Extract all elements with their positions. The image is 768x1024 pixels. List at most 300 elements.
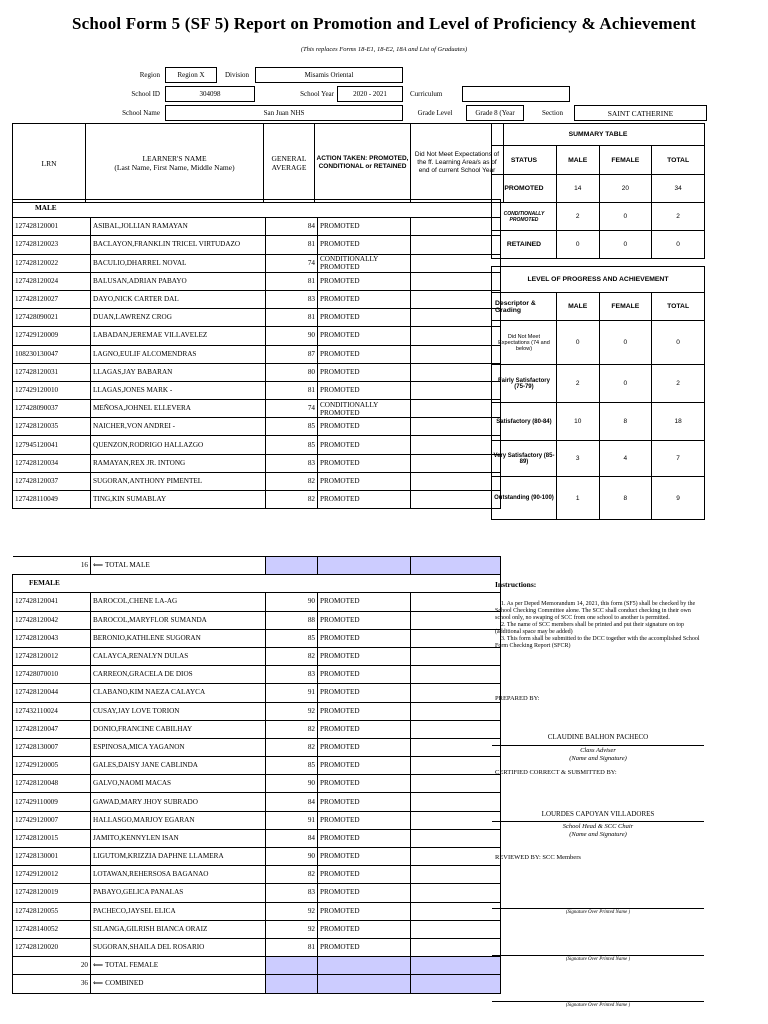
learner-average: 81 (266, 272, 318, 290)
learner-average: 80 (266, 363, 318, 381)
learner-action: PROMOTED (318, 720, 411, 738)
learner-lrn: 127428110049 (13, 491, 91, 509)
learner-row (13, 757, 501, 775)
summary-female: 0 (599, 203, 652, 231)
learner-average: 82 (266, 647, 318, 665)
page-title: School Form 5 (SF 5) Report on Promotion and Level of Proficiency & Achievement (71, 14, 697, 33)
learner-average: 84 (266, 218, 318, 236)
grade-level-value: Grade 8 (Year (466, 105, 524, 121)
learner-action: PROMOTED (318, 309, 411, 327)
total-female-dnm (411, 957, 501, 975)
learner-dnm (411, 254, 501, 272)
learner-average: 85 (266, 418, 318, 436)
progress-female: 0 (599, 321, 652, 365)
total-male-label: TOTAL MALE (104, 561, 150, 570)
section-label: Section (542, 109, 563, 117)
learner-action: PROMOTED (318, 902, 411, 920)
summary-male: 2 (556, 203, 599, 231)
learner-action: PROMOTED (318, 345, 411, 363)
learner-average: 83 (266, 666, 318, 684)
learner-dnm (411, 666, 501, 684)
learner-lrn: 127428120019 (13, 884, 91, 902)
learner-row (13, 920, 501, 938)
learner-row (13, 272, 501, 290)
instruction-item: 1. As per Deped Memorandum 14, 2021, this form (SF5) shall be checked by the School Checking Committee alone. The SCC shall conduct checking in their own school only, no swaping of SCC from one school to another is permitted. (495, 601, 696, 621)
adviser-title: Class Adviser (580, 747, 616, 754)
learner-lrn: 127428120041 (13, 593, 91, 611)
certified-label: CERTIFIED CORRECT & SUBMITTED BY: (495, 769, 617, 776)
summary-total: 2 (652, 203, 705, 231)
learner-row (13, 400, 501, 418)
dnm-header: Did Not Meet Expectations of the ff. Learning Area/s as of end of current School Year (411, 124, 504, 203)
learner-action: PROMOTED (318, 866, 411, 884)
learner-name: PACHECO,JAYSEL ELICA (91, 902, 266, 920)
learner-row (13, 793, 501, 811)
learner-dnm (411, 381, 501, 399)
page-subtitle: (This replaces Forms 18-E1, 18-E2, 18A and List of Graduates) (300, 46, 468, 53)
learner-average: 90 (266, 327, 318, 345)
lrn-header: LRN (13, 124, 86, 203)
learner-lrn: 127428070010 (13, 666, 91, 684)
learner-average: 83 (266, 454, 318, 472)
scc-line (492, 955, 704, 956)
scc-line (492, 908, 704, 909)
learner-lrn: 127429120005 (13, 757, 91, 775)
learner-row (13, 811, 501, 829)
summary-status: RETAINED (492, 231, 557, 259)
learner-name: GALES,DAISY JANE CABLINDA (91, 757, 266, 775)
learner-row (13, 491, 501, 509)
combined-label: COMBINED (105, 979, 144, 988)
prepared-by-label: PREPARED BY: (495, 695, 540, 702)
name-header (86, 124, 264, 203)
head-line (492, 821, 704, 822)
learner-name: CUSAY,JAY LOVE TORION (91, 702, 266, 720)
summary-male: 0 (556, 231, 599, 259)
learner-lrn: 127428120034 (13, 454, 91, 472)
progress-header-male: MALE (556, 293, 599, 321)
total-female-avg (266, 957, 318, 975)
learner-action: PROMOTED (318, 218, 411, 236)
learner-lrn: 127429120009 (13, 327, 91, 345)
learner-dnm (411, 720, 501, 738)
total-female-cell: ⟸ TOTAL FEMALE (91, 957, 266, 975)
learner-name: NAICHER,VON ANDREI - (91, 418, 266, 436)
learner-lrn: 127428130001 (13, 848, 91, 866)
learner-action: PROMOTED (318, 647, 411, 665)
total-male-cell: ⟸ TOTAL MALE (91, 557, 266, 575)
learner-row (13, 720, 501, 738)
combined-cell: ⟸ COMBINED (91, 975, 266, 993)
head-title: School Head & SCC Chair (562, 823, 634, 830)
learner-name: RAMAYAN,REX JR. INTONG (91, 454, 266, 472)
curriculum-label: Curriculum (410, 90, 443, 98)
male-label-row (13, 200, 501, 218)
learner-action: CONDITIONALLY PROMOTED (318, 400, 411, 418)
learner-row (13, 938, 501, 956)
learner-row (13, 436, 501, 454)
learner-row (13, 218, 501, 236)
summary-header-status: STATUS (492, 146, 557, 175)
learner-action: PROMOTED (318, 418, 411, 436)
scc-line (492, 1001, 704, 1002)
learner-row (13, 647, 501, 665)
learner-name: LLAGAS,JAY BABARAN (91, 363, 266, 381)
avg-header: GENERAL AVERAGE (264, 124, 315, 203)
female-label: FEMALE (13, 575, 501, 593)
name-header-sub: (Last Name, First Name, Middle Name) (114, 163, 235, 172)
learner-average: 91 (266, 684, 318, 702)
grade-level-label: Grade Level (417, 109, 453, 117)
learner-name: LAGNO,EULIF ALCOMENDRAS (91, 345, 266, 363)
reviewed-label: REVIEWED BY: SCC Members (495, 854, 581, 861)
learner-row (13, 902, 501, 920)
learner-name: BALUSAN,ADRIAN PABAYO (91, 272, 266, 290)
adviser-name: CLAUDINE BALHON PACHECO (547, 733, 649, 741)
learner-lrn: 127428120027 (13, 290, 91, 308)
learner-name: SILANGA,GILRISH BIANCA ORAIZ (91, 920, 266, 938)
adviser-line (492, 745, 704, 746)
name-header-text: LEARNER'S NAME (142, 154, 207, 163)
division-label: Division (224, 71, 250, 79)
learner-action: PROMOTED (318, 884, 411, 902)
learner-name: SUGORAN,ANTHONY PIMENTEL (91, 472, 266, 490)
male-label: MALE (13, 200, 501, 218)
learner-average: 90 (266, 593, 318, 611)
learner-average: 85 (266, 436, 318, 454)
learner-lrn: 127429120012 (13, 866, 91, 884)
learner-lrn: 127428090021 (13, 309, 91, 327)
progress-total: 9 (652, 477, 705, 520)
learner-name: HALLASGO,MARJOY EGARAN (91, 811, 266, 829)
learner-dnm (411, 738, 501, 756)
learner-dnm (411, 327, 501, 345)
learner-average: 84 (266, 793, 318, 811)
scc-caption: (Signature Over Printed Name ) (565, 957, 631, 962)
learner-dnm (411, 345, 501, 363)
learner-row (13, 472, 501, 490)
learner-action: PROMOTED (318, 272, 411, 290)
progress-desc: Did Not Meet Expectations (74 and below) (492, 321, 557, 365)
summary-female: 20 (599, 175, 652, 203)
learner-action: PROMOTED (318, 793, 411, 811)
learner-dnm (411, 938, 501, 956)
learner-lrn: 127428120012 (13, 647, 91, 665)
progress-male: 10 (556, 403, 599, 441)
learner-row (13, 363, 501, 381)
learner-action: PROMOTED (318, 491, 411, 509)
learner-row (13, 236, 501, 254)
learner-action: PROMOTED (318, 436, 411, 454)
learner-name: SUGORAN,SHAILA DEL ROSARIO (91, 938, 266, 956)
learner-name: DONIO,FRANCINE CABILHAY (91, 720, 266, 738)
progress-desc: Very Satisfactory (85-89) (492, 441, 557, 477)
progress-header-desc: Descriptor & Grading (492, 293, 557, 321)
female-label-row (13, 575, 501, 593)
learner-row (13, 381, 501, 399)
learner-lrn: 127428120048 (13, 775, 91, 793)
progress-total: 0 (652, 321, 705, 365)
scc-caption: (Signature Over Printed Name ) (565, 910, 631, 915)
school-name-label: School Name (122, 109, 160, 117)
action-header: ACTION TAKEN: PROMOTED, CONDITIONAL or RETAINED (315, 124, 411, 203)
learner-average: 82 (266, 866, 318, 884)
learner-name: BAROCOL,MARYFLOR SUMANDA (91, 611, 266, 629)
summary-header-total: TOTAL (652, 146, 705, 175)
head-caption: (Name and Signature) (569, 831, 627, 838)
progress-total: 2 (652, 365, 705, 403)
learner-name: TING,KIN SUMABLAY (91, 491, 266, 509)
learner-average: 92 (266, 702, 318, 720)
learner-name: CALAYCA,RENALYN DULAS (91, 647, 266, 665)
learner-dnm (411, 866, 501, 884)
learner-name: LABADAN,JEREMAE VILLAVELEZ (91, 327, 266, 345)
learner-name: BACLAYON,FRANKLIN TRICEL VIRTUDAZO (91, 236, 266, 254)
learner-dnm (411, 418, 501, 436)
learner-lrn: 127428120042 (13, 611, 91, 629)
combined-row (13, 975, 501, 993)
summary-table (491, 123, 705, 259)
progress-header-total: TOTAL (652, 293, 705, 321)
summary-female: 0 (599, 231, 652, 259)
instructions-list (495, 601, 705, 650)
learner-dnm (411, 611, 501, 629)
learner-dnm (411, 884, 501, 902)
learner-lrn: 127429110009 (13, 793, 91, 811)
total-female-count: 20 (13, 957, 91, 975)
learner-average: 74 (266, 400, 318, 418)
total-female-label: TOTAL FEMALE (104, 961, 159, 970)
progress-total: 18 (652, 403, 705, 441)
progress-male: 2 (556, 365, 599, 403)
learner-lrn: 127428120024 (13, 272, 91, 290)
summary-total: 0 (652, 231, 705, 259)
total-female-row (13, 957, 501, 975)
progress-male: 3 (556, 441, 599, 477)
learner-action: PROMOTED (318, 702, 411, 720)
learner-action: PROMOTED (318, 848, 411, 866)
learner-dnm (411, 593, 501, 611)
learner-action: PROMOTED (318, 666, 411, 684)
head-name: LOURDES CAPOYAN VILLADORES (541, 810, 655, 818)
learner-row (13, 290, 501, 308)
learner-dnm (411, 848, 501, 866)
progress-female: 8 (599, 477, 652, 520)
learner-dnm (411, 920, 501, 938)
scc-caption: (Signature Over Printed Name ) (565, 1003, 631, 1008)
learner-action: PROMOTED (318, 775, 411, 793)
learner-name: JAMITO,KENNYLEN ISAN (91, 829, 266, 847)
learner-name: GAWAD,MARY JHOY SUBRADO (91, 793, 266, 811)
summary-status: PROMOTED (492, 175, 557, 203)
male-table (12, 199, 501, 509)
school-year-value: 2020 - 2021 (337, 86, 403, 102)
learner-action: PROMOTED (318, 363, 411, 381)
instruction-item: 2. The name of SCC members shall be printed and put their signature on top (additional space may be added) (495, 622, 685, 635)
combined-action (318, 975, 411, 993)
total-male-action (318, 557, 411, 575)
learner-average: 83 (266, 290, 318, 308)
combined-avg (266, 975, 318, 993)
learner-table-header (12, 123, 504, 203)
combined-count: 36 (13, 975, 91, 993)
learner-average: 92 (266, 902, 318, 920)
learner-action: PROMOTED (318, 381, 411, 399)
learner-dnm (411, 647, 501, 665)
learner-dnm (411, 454, 501, 472)
learner-lrn: 127429120007 (13, 811, 91, 829)
progress-title: LEVEL OF PROGRESS AND ACHIEVEMENT (492, 267, 705, 293)
total-female-action (318, 957, 411, 975)
summary-header-male: MALE (556, 146, 599, 175)
learner-lrn: 127428120023 (13, 236, 91, 254)
learner-lrn: 127428090037 (13, 400, 91, 418)
learner-name: CLABANO,KIM NAEZA CALAYCA (91, 684, 266, 702)
learner-dnm (411, 702, 501, 720)
learner-dnm (411, 902, 501, 920)
learner-name: DAYO,NICK CARTER DAL (91, 290, 266, 308)
learner-row (13, 775, 501, 793)
learner-row (13, 666, 501, 684)
total-male-row (13, 557, 501, 575)
learner-row (13, 418, 501, 436)
progress-desc: Satisfactory (80-84) (492, 403, 557, 441)
learner-dnm (411, 775, 501, 793)
learner-lrn: 127428120043 (13, 629, 91, 647)
learner-action: PROMOTED (318, 757, 411, 775)
learner-row (13, 738, 501, 756)
learner-row (13, 254, 501, 272)
instruction-item: 3. This form shall be submitted to the DCC together with the accomplished School Form Checking Report (SFCR) (495, 636, 700, 649)
progress-desc: Fairly Satisfactory (75-79) (492, 365, 557, 403)
learner-lrn: 127428120047 (13, 720, 91, 738)
total-male-dnm (411, 557, 501, 575)
learner-row (13, 611, 501, 629)
learner-name: LOTAWAN,REHERSOSA BAGANAO (91, 866, 266, 884)
learner-name: BERONIO,KATHLENE SUGORAN (91, 629, 266, 647)
learner-action: PROMOTED (318, 290, 411, 308)
curriculum-value (462, 86, 570, 102)
learner-dnm (411, 272, 501, 290)
learner-dnm (411, 309, 501, 327)
learner-lrn: 127428120022 (13, 254, 91, 272)
learner-dnm (411, 290, 501, 308)
learner-lrn: 127429120010 (13, 381, 91, 399)
learner-average: 88 (266, 611, 318, 629)
learner-dnm (411, 757, 501, 775)
learner-action: PROMOTED (318, 611, 411, 629)
progress-table (491, 266, 705, 520)
learner-name: LIGUTOM,KRIZZIA DAPHNE LLAMERA (91, 848, 266, 866)
learner-dnm (411, 811, 501, 829)
learner-name: DUAN,LAWRENZ CROG (91, 309, 266, 327)
summary-header-female: FEMALE (599, 146, 652, 175)
learner-row (13, 684, 501, 702)
total-male-count: 16 (13, 557, 91, 575)
learner-name: LLAGAS,JONES MARK - (91, 381, 266, 399)
learner-action: PROMOTED (318, 236, 411, 254)
learner-name: CARREON,GRACELA DE DIOS (91, 666, 266, 684)
female-table (12, 556, 501, 994)
progress-female: 4 (599, 441, 652, 477)
learner-name: GALVO,NAOMI MACAS (91, 775, 266, 793)
learner-action: PROMOTED (318, 738, 411, 756)
learner-lrn: 127428130007 (13, 738, 91, 756)
summary-title: SUMMARY TABLE (492, 124, 705, 146)
learner-row (13, 327, 501, 345)
progress-female: 0 (599, 365, 652, 403)
school-id-label: School ID (131, 90, 160, 98)
learner-average: 90 (266, 848, 318, 866)
learner-average: 92 (266, 920, 318, 938)
learner-dnm (411, 629, 501, 647)
learner-action: PROMOTED (318, 811, 411, 829)
learner-name: PABAYO,GELICA PANALAS (91, 884, 266, 902)
learner-dnm (411, 400, 501, 418)
learner-action: PROMOTED (318, 920, 411, 938)
learner-action: PROMOTED (318, 829, 411, 847)
learner-dnm (411, 218, 501, 236)
learner-average: 82 (266, 472, 318, 490)
learner-row (13, 454, 501, 472)
learner-row (13, 309, 501, 327)
learner-dnm (411, 236, 501, 254)
school-id-value: 304098 (165, 86, 255, 102)
learner-average: 81 (266, 381, 318, 399)
learner-average: 81 (266, 236, 318, 254)
progress-male: 1 (556, 477, 599, 520)
learner-row (13, 702, 501, 720)
learner-average: 81 (266, 938, 318, 956)
summary-male: 14 (556, 175, 599, 203)
learner-lrn: 127428120031 (13, 363, 91, 381)
total-male-avg (266, 557, 318, 575)
region-label: Region (139, 71, 160, 79)
progress-male: 0 (556, 321, 599, 365)
learner-lrn: 127428120015 (13, 829, 91, 847)
progress-female: 8 (599, 403, 652, 441)
learner-row (13, 884, 501, 902)
learner-name: ESPINOSA,MICA YAGANON (91, 738, 266, 756)
learner-action: PROMOTED (318, 327, 411, 345)
combined-dnm (411, 975, 501, 993)
learner-lrn: 127428120044 (13, 684, 91, 702)
summary-total: 34 (652, 175, 705, 203)
learner-average: 90 (266, 775, 318, 793)
learner-row (13, 866, 501, 884)
learner-dnm (411, 472, 501, 490)
learner-average: 85 (266, 757, 318, 775)
learner-average: 85 (266, 629, 318, 647)
learner-row (13, 848, 501, 866)
progress-desc: Outstanding (90-100) (492, 477, 557, 520)
learner-row (13, 629, 501, 647)
learner-name: ASIBAL,JOLLIAN RAMAYAN (91, 218, 266, 236)
region-value: Region X (165, 67, 217, 83)
summary-status: CONDITIONALLY PROMOTED (492, 203, 557, 231)
school-name-value: San Juan NHS (165, 105, 403, 121)
learner-row (13, 829, 501, 847)
section-value: SAINT CATHERINE (574, 105, 707, 121)
learner-action: PROMOTED (318, 454, 411, 472)
learner-average: 83 (266, 884, 318, 902)
division-value: Misamis Oriental (255, 67, 403, 83)
learner-dnm (411, 684, 501, 702)
learner-average: 81 (266, 309, 318, 327)
learner-name: BACULIO,DHARREL NOVAL (91, 254, 266, 272)
learner-action: PROMOTED (318, 684, 411, 702)
learner-average: 74 (266, 254, 318, 272)
